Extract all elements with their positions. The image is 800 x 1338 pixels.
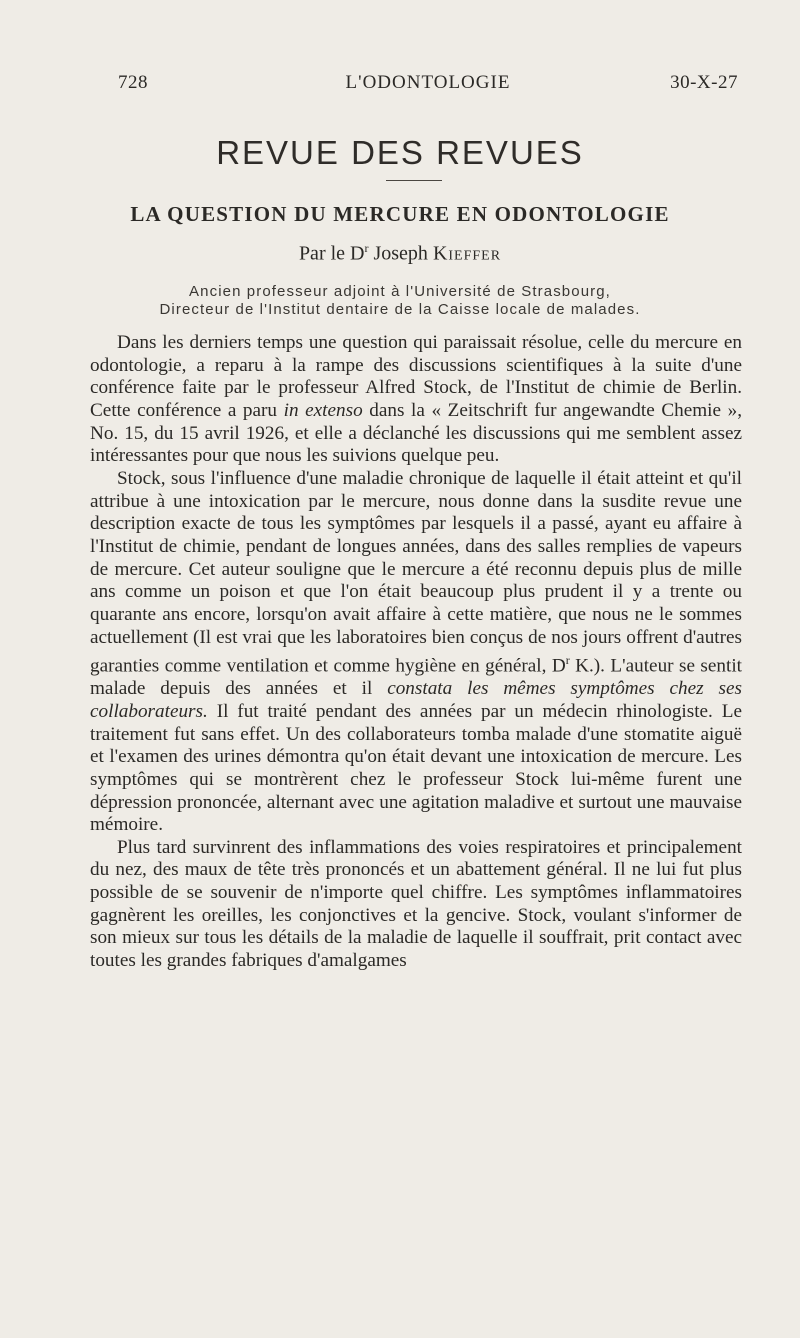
issue-date: 30-X-27 — [670, 72, 738, 93]
p1-text-a: Dans les derniers temps une question qui paraissait résolue, celle du mercure en odontologie, a reparu à la rampe des discussions scientifiques à la suite d'une conférence faite par le professeur Alfred Stock, de l'Institut de chimie de Berlin. Cette conférence a paru — [90, 332, 742, 421]
p2-text-b: K.). L'auteur se sentit malade depuis des années et il — [90, 655, 743, 700]
p1-italic: in extenso — [283, 399, 363, 421]
article-title: LA QUESTION DU MERCURE EN ODONTOLOGIE — [130, 202, 670, 226]
author-first-name: Joseph — [373, 242, 428, 265]
paragraph-2 — [90, 468, 742, 837]
author-last-name: Kieffer — [432, 242, 502, 265]
p2-text-c: Il fut traité pendant des années par un médecin rhinologiste. Le traitement fut sans effet. Un des collaborateurs tomba malade d'une stomatite aiguë et l'examen des urines démontra qu'on était devant une intoxication de mercure. Les symptômes qui se montrèrent chez le professeur Stock lui-même furent une dépression prononcée, alternant avec une agitation maladive et surtout une mauvaise mémoire. — [90, 700, 742, 836]
p1-text-b: dans la « Zeitschrift fur angewandte Chemie », No. 15, du 15 avril 1926, et elle a déclanché les discussions qui me semblent assez intéressantes pour que nous les suivions quelque peu. — [90, 399, 742, 467]
paragraph-1 — [90, 332, 742, 468]
article-body — [90, 332, 742, 973]
section-title: REVUE DES REVUES — [216, 134, 584, 171]
author-affiliation-1: Ancien professeur adjoint à l'Université de Strasbourg, — [189, 283, 611, 300]
journal-name: L'ODONTOLOGIE — [345, 72, 511, 93]
byline-sup: r — [364, 241, 369, 255]
paragraph-3: Plus tard survinrent des inflammations des voies respiratoires et principalement du nez, des maux de tête très prononcés et un abattement général. Il ne lui fut plus possible de se souvenir de n'importe quel chiffre. Les symptômes inflammatoires gagnèrent les oreilles, les conjonctives et la gencive. Stock, voulant s'informer de son mieux sur tous les détails de la maladie de laquelle il souffrait, prit contact avec toutes les grandes fabriques d'amalgames — [90, 836, 742, 972]
running-header — [118, 72, 738, 98]
title-divider — [386, 180, 442, 181]
p2-text-a: Stock, sous l'influence d'une maladie chronique de laquelle il était atteint et qu'il attribue à une intoxication par le mercure, nous donne dans la susdite revue une description exacte de tous les symptômes par lesquels il a passé, ayant eu affaire à l'Institut de chimie, pendant de longues années, dans des salles remplies de vapeurs de mercure. Cet auteur souligne que le mercure a été reconnu depuis plus de mille ans comme un poison et que l'on était beaucoup plus prudent il y a trente ou quarante ans encore, lorsqu'on avait affaire à cette matière, que nous ne le sommes actuellement (Il est vrai que les laboratoires bien conçus de nos jours offrent d'autres garanties comme ventilation et comme hygiène en général, D — [90, 467, 742, 677]
byline-prefix: Par le D — [298, 242, 365, 265]
author-affiliation-2: Directeur de l'Institut dentaire de la Caisse locale de malades. — [159, 301, 641, 318]
p2-sup: r — [565, 653, 570, 668]
p2-italic: constata les mêmes symptômes chez ses collaborateurs. — [90, 678, 742, 722]
page-number: 728 — [118, 72, 148, 93]
byline — [0, 241, 800, 266]
